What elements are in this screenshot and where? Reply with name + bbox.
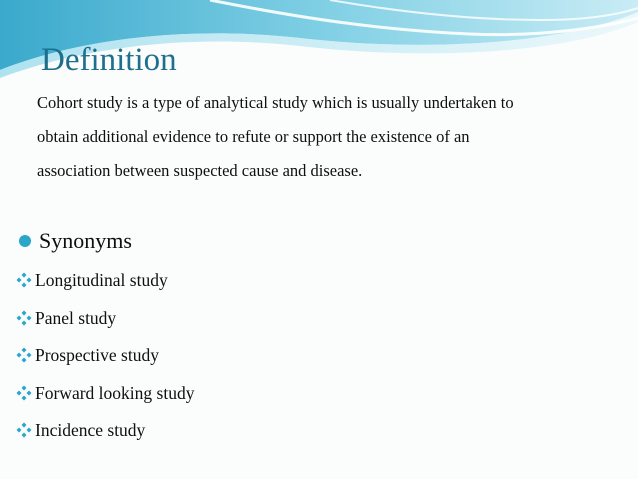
synonyms-heading [17,226,132,256]
definition-line: Cohort study is a type of analytical study which is usually undertaken to [37,93,514,112]
definition-line: association between suspected cause and disease. [37,161,363,180]
definition-text [37,86,627,188]
slide-title: Definition [41,42,177,78]
list-item-label: Panel study [35,307,117,328]
list-item-label: Forward looking study [35,382,195,403]
list-item-label: Incidence study [35,420,146,440]
diamond-bullet-icon [16,385,32,401]
list-item [16,304,194,342]
circle-bullet-icon [19,235,31,247]
list-item [16,379,194,417]
list-item-label: Prospective study [35,345,159,365]
list-item [16,266,194,304]
list-item [16,341,194,379]
diamond-bullet-icon [16,272,32,288]
list-item [16,416,194,454]
diamond-bullet-icon [16,347,32,363]
definition-line: obtain additional evidence to refute or support the existence of an [37,127,470,146]
diamond-bullet-icon [16,310,32,326]
synonyms-heading-label: Synonyms [39,228,132,253]
list-item-label: Longitudinal study [35,270,168,290]
diamond-bullet-icon [16,422,32,438]
synonyms-list [16,266,194,454]
